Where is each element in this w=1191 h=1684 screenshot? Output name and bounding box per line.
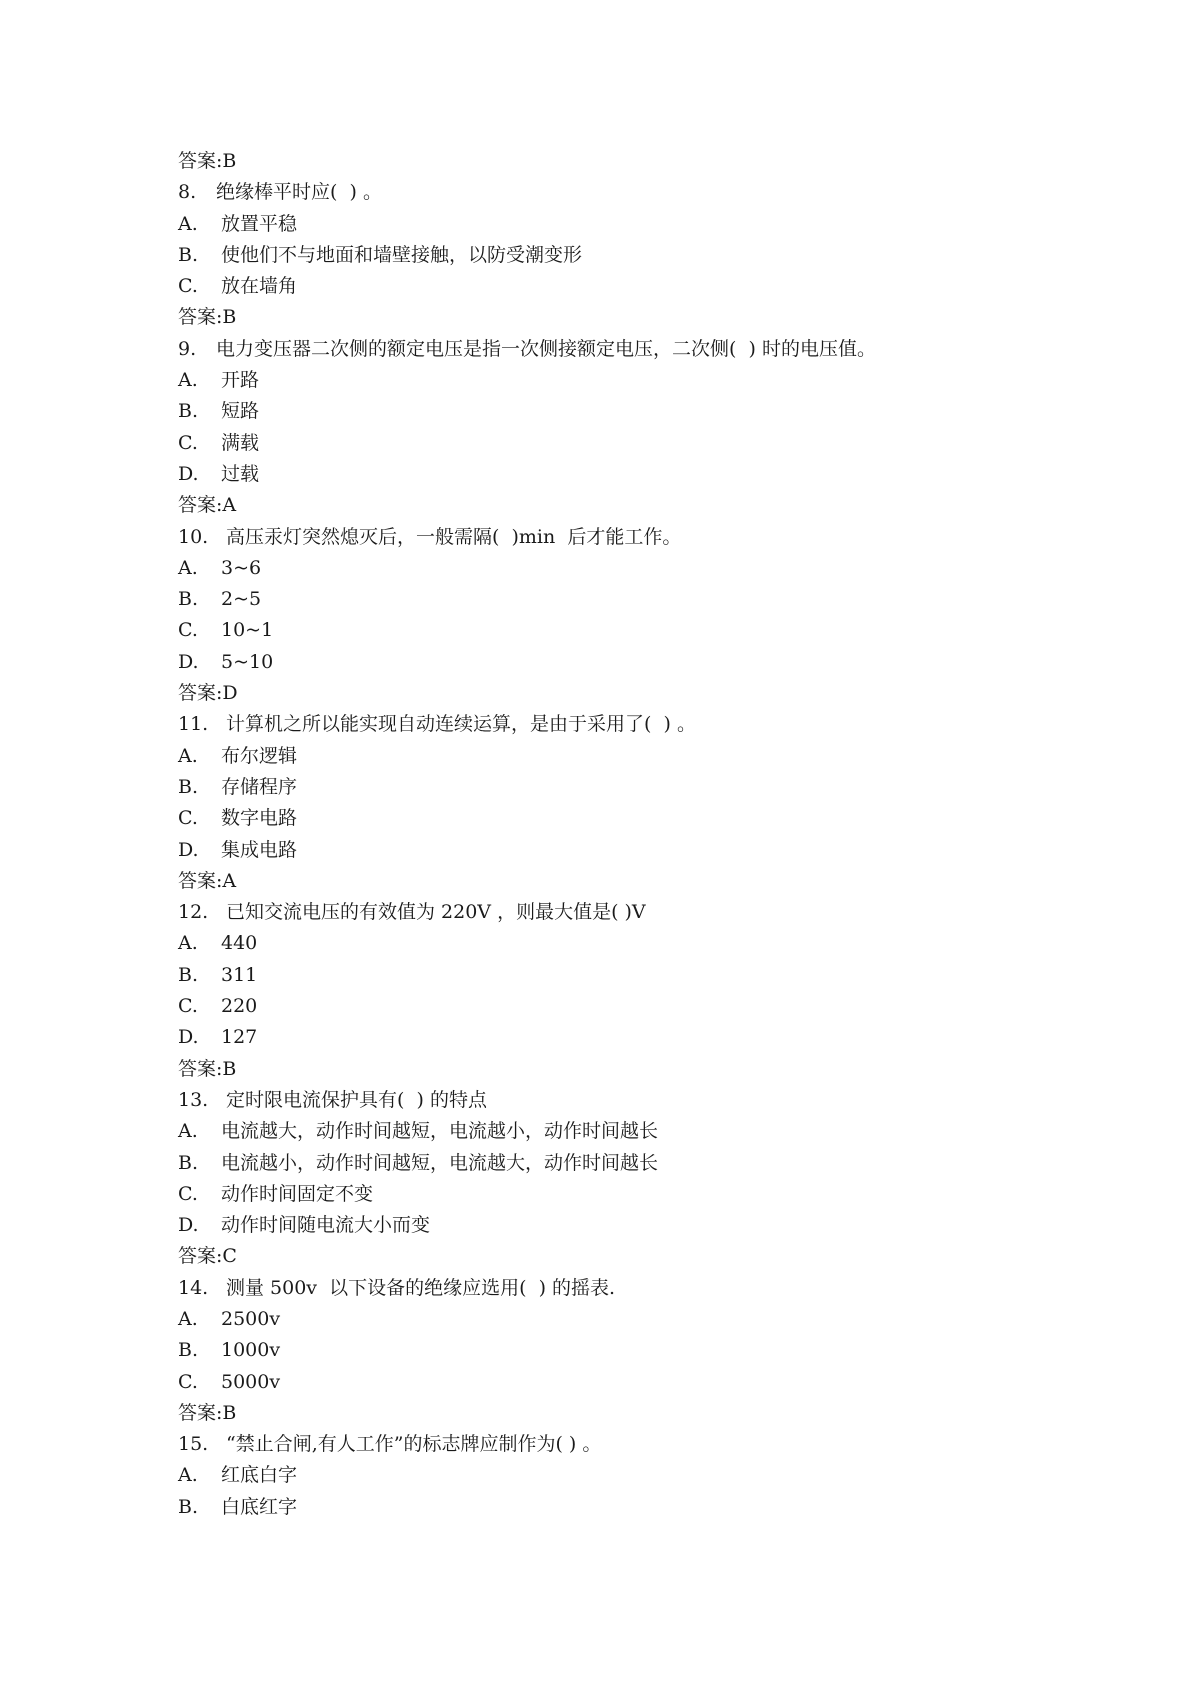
answer-label: 答案:: [178, 494, 223, 517]
option-line: [178, 1492, 1038, 1523]
option-line: [178, 741, 1038, 772]
option-line: [178, 928, 1038, 959]
option-label: C.: [178, 807, 198, 830]
answer-line: [178, 302, 1038, 333]
option-line: [178, 991, 1038, 1022]
option-text: 红底白字: [221, 1464, 298, 1487]
option-label: C.: [178, 619, 198, 642]
option-text: 短路: [221, 400, 260, 423]
option-line: [178, 960, 1038, 991]
option-label: B.: [178, 243, 199, 266]
option-text: 动作时间随电流大小而变: [221, 1214, 431, 1237]
answer-value: B: [222, 1401, 237, 1424]
option-line: [178, 1022, 1038, 1053]
option-text: 放在墙角: [221, 275, 298, 298]
document-page: [178, 146, 1038, 1523]
option-line: [178, 615, 1038, 646]
question-line: [178, 709, 1038, 740]
option-line: [178, 803, 1038, 834]
question-line: [178, 1085, 1038, 1116]
option-label: B.: [178, 775, 199, 798]
option-text: 满载: [221, 431, 260, 454]
option-label: C.: [178, 431, 198, 454]
option-text: 放置平稳: [221, 212, 298, 235]
question-text: 高压汞灯突然熄灭后，一般需隔( )min 后才能工作。: [226, 525, 682, 548]
option-label: A.: [178, 556, 198, 579]
answer-line: [178, 866, 1038, 897]
option-label: A.: [178, 1120, 198, 1143]
option-line: [178, 365, 1038, 396]
answer-label: 答案:: [178, 306, 223, 329]
option-text: 3~6: [221, 556, 262, 579]
option-text: 存储程序: [221, 775, 298, 798]
option-text: 127: [221, 1026, 258, 1049]
question-line: [178, 897, 1038, 928]
option-label: A.: [178, 1307, 198, 1330]
answer-value: C: [222, 1245, 237, 1268]
option-line: [178, 428, 1038, 459]
answer-value: B: [222, 1057, 237, 1080]
answer-value: D: [222, 682, 238, 705]
answer-value: B: [222, 150, 237, 172]
question-number: 11.: [178, 713, 209, 736]
option-label: B.: [178, 1339, 199, 1362]
option-text: 数字电路: [221, 807, 298, 830]
question-text: 测量 500v 以下设备的绝缘应选用( ) 的摇表.: [226, 1276, 616, 1299]
option-line: [178, 1116, 1038, 1147]
option-text: 白底红字: [221, 1495, 298, 1518]
answer-line: [178, 1241, 1038, 1272]
option-line: [178, 835, 1038, 866]
answer-label: 答案:: [178, 1245, 223, 1268]
option-line: [178, 1460, 1038, 1491]
option-line: [178, 1210, 1038, 1241]
option-label: C.: [178, 1370, 198, 1393]
option-text: 动作时间固定不变: [221, 1182, 374, 1205]
option-text: 5000v: [221, 1370, 281, 1393]
option-text: 布尔逻辑: [221, 744, 298, 767]
answer-value: A: [222, 494, 237, 517]
option-text: 311: [221, 963, 258, 986]
answer-line: [178, 678, 1038, 709]
question-number: 12.: [178, 901, 209, 924]
option-text: 2~5: [221, 588, 262, 611]
question-line: [178, 334, 1038, 365]
option-line: [178, 271, 1038, 302]
question-number: 15.: [178, 1433, 209, 1456]
option-line: [178, 240, 1038, 271]
option-label: D.: [178, 1214, 199, 1237]
question-line: [178, 1429, 1038, 1460]
question-text: 定时限电流保护具有( ) 的特点: [226, 1088, 487, 1111]
option-label: B.: [178, 1151, 199, 1174]
option-line: [178, 1335, 1038, 1366]
option-label: C.: [178, 995, 198, 1018]
option-label: A.: [178, 744, 198, 767]
question-number: 14.: [178, 1276, 209, 1299]
option-text: 开路: [221, 369, 260, 392]
option-text: 10~1: [221, 619, 274, 642]
answer-value: B: [222, 306, 237, 329]
option-line: [178, 1148, 1038, 1179]
option-label: D.: [178, 650, 199, 673]
option-line: [178, 584, 1038, 615]
question-number: 8.: [178, 181, 197, 204]
answer-label: 答案:: [178, 1057, 223, 1080]
option-label: A.: [178, 1464, 198, 1487]
question-text: 已知交流电压的有效值为 220V ，则最大值是( )V: [226, 901, 646, 924]
question-line: [178, 1273, 1038, 1304]
option-text: 使他们不与地面和墙壁接触，以防受潮变形: [221, 243, 583, 266]
question-number: 9.: [178, 337, 197, 360]
option-text: 220: [221, 995, 258, 1018]
question-line: [178, 522, 1038, 553]
option-text: 2500v: [221, 1307, 281, 1330]
option-line: [178, 209, 1038, 240]
option-text: 电流越大，动作时间越短，电流越小，动作时间越长: [221, 1120, 659, 1143]
question-text: 电力变压器二次侧的额定电压是指一次侧接额定电压，二次侧( ) 时的电压值。: [216, 337, 876, 360]
option-text: 电流越小，动作时间越短，电流越大，动作时间越长: [221, 1151, 659, 1174]
answer-label: 答案:: [178, 150, 223, 172]
option-label: A.: [178, 932, 198, 955]
option-line: [178, 772, 1038, 803]
option-label: B.: [178, 400, 199, 423]
answer-value: A: [222, 869, 237, 892]
option-line: [178, 459, 1038, 490]
question-text: 绝缘棒平时应( ) 。: [216, 181, 382, 204]
option-label: B.: [178, 963, 199, 986]
option-text: 440: [221, 932, 258, 955]
answer-line: [178, 1398, 1038, 1429]
option-line: [178, 1304, 1038, 1335]
option-line: [178, 1179, 1038, 1210]
question-text: “禁止合闸,有人工作”的标志牌应制作为( ) 。: [226, 1433, 602, 1456]
option-text: 1000v: [221, 1339, 281, 1362]
option-line: [178, 1367, 1038, 1398]
option-text: 5~10: [221, 650, 274, 673]
option-line: [178, 553, 1038, 584]
option-label: B.: [178, 1495, 199, 1518]
answer-line: [178, 1054, 1038, 1085]
option-label: C.: [178, 1182, 198, 1205]
answer-line: [178, 146, 1038, 177]
option-label: A.: [178, 369, 198, 392]
question-number: 10.: [178, 525, 209, 548]
option-line: [178, 647, 1038, 678]
question-number: 13.: [178, 1088, 209, 1111]
option-label: B.: [178, 588, 199, 611]
option-label: D.: [178, 838, 199, 861]
option-text: 过载: [221, 462, 260, 485]
answer-label: 答案:: [178, 682, 223, 705]
option-label: D.: [178, 1026, 199, 1049]
option-label: D.: [178, 462, 199, 485]
option-text: 集成电路: [221, 838, 298, 861]
option-label: A.: [178, 212, 198, 235]
answer-line: [178, 490, 1038, 521]
question-line: [178, 177, 1038, 208]
answer-label: 答案:: [178, 1401, 223, 1424]
option-line: [178, 396, 1038, 427]
answer-label: 答案:: [178, 869, 223, 892]
option-label: C.: [178, 275, 198, 298]
question-text: 计算机之所以能实现自动连续运算，是由于采用了( ) 。: [226, 713, 696, 736]
